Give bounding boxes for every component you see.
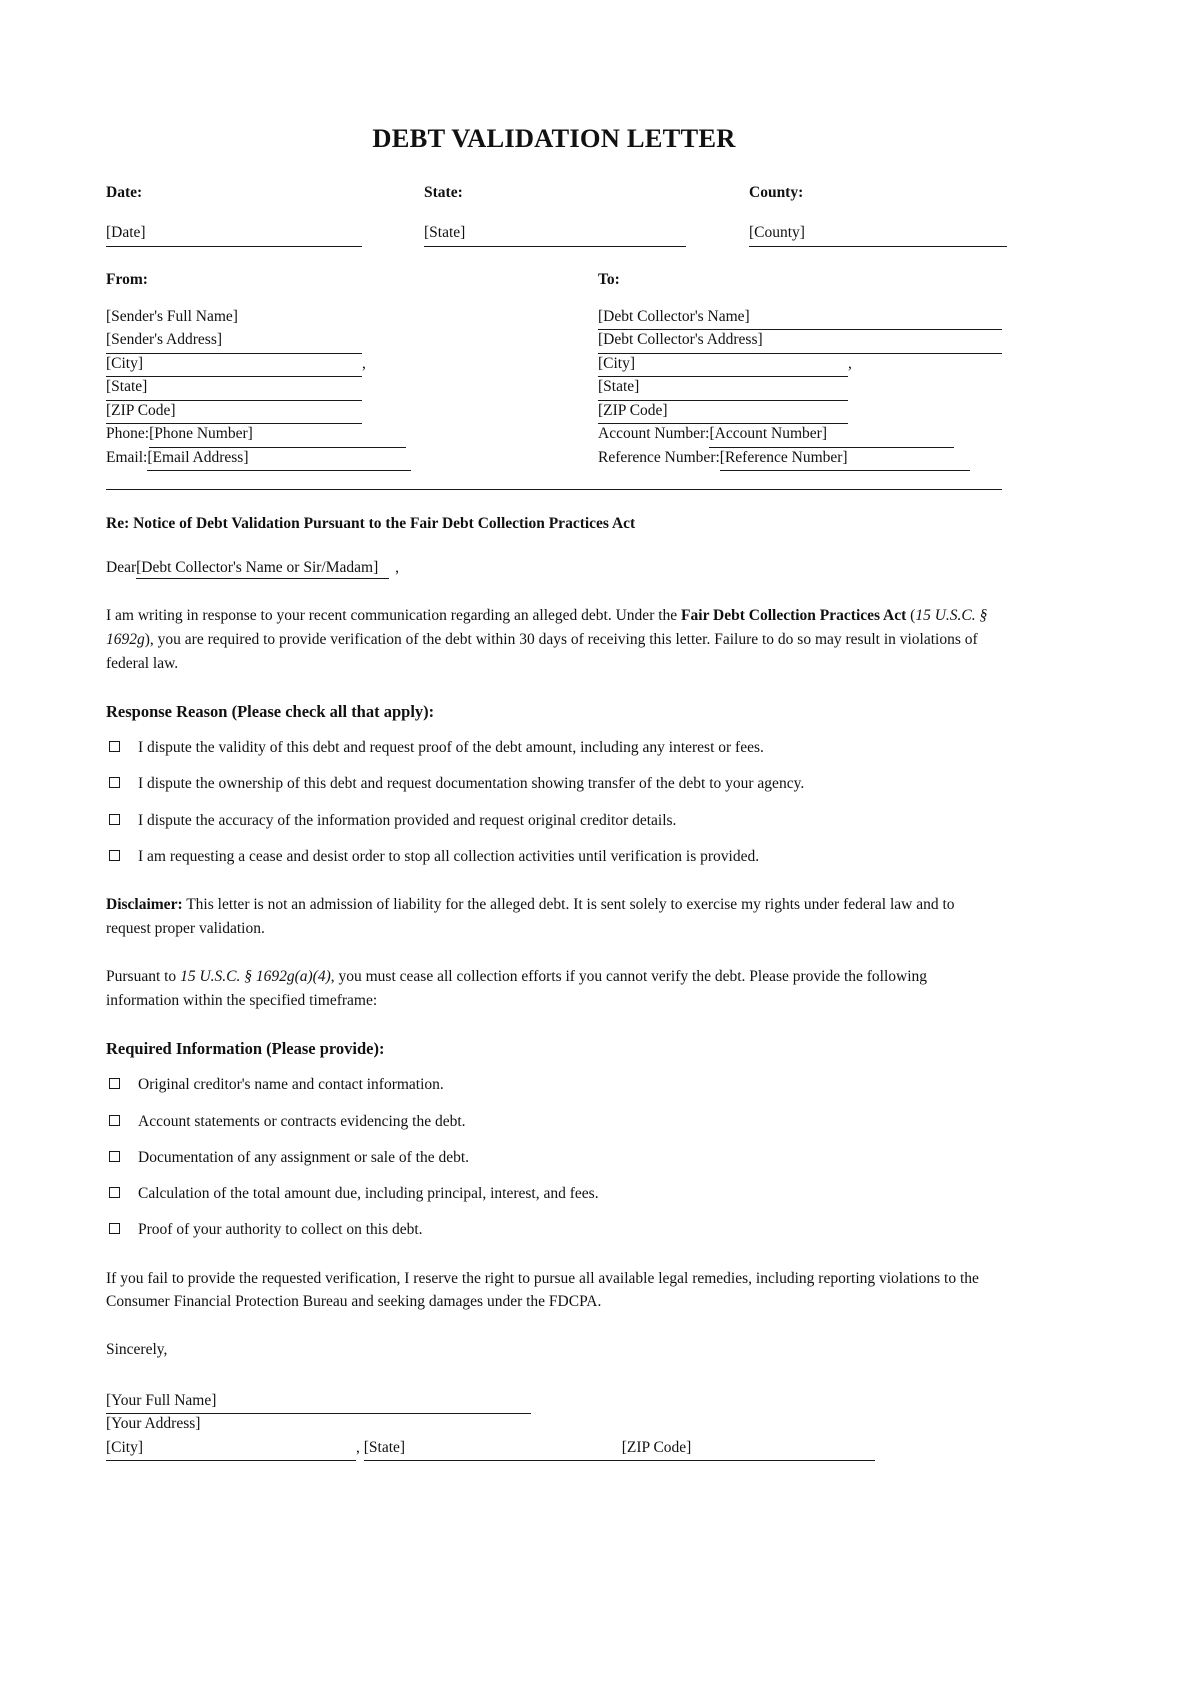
sender-name-row [106, 305, 598, 329]
state-input[interactable]: [State] [424, 223, 686, 247]
reference-number-input[interactable]: [Reference Number] [720, 446, 970, 471]
to-heading: To: [598, 270, 620, 288]
response-reason-heading: Response Reason (Please check all that apply): [106, 702, 435, 722]
account-number-input[interactable]: [Account Number] [709, 422, 954, 447]
disclaimer-paragraph [106, 893, 1002, 940]
pursuant-paragraph [106, 965, 1002, 1012]
sender-city-row [106, 352, 598, 376]
signature-address-row [106, 1412, 1002, 1436]
required-information-heading: Required Information (Please provide): [106, 1039, 385, 1059]
disclaimer-label: Disclaimer: [106, 896, 183, 914]
state-field-group [424, 183, 749, 247]
subject-line: Re: Notice of Debt Validation Pursuant to the Fair Debt Collection Practices Act [106, 515, 636, 533]
disclaimer-text: This letter is not an admission of liability for the alleged debt. It is sent solely to exercise my rights under federal law and to request proper validation. [106, 896, 955, 937]
county-field-group [749, 183, 1002, 247]
collector-address-input[interactable]: [Debt Collector's Address] [598, 328, 1002, 353]
pursuant-text-1: Pursuant to [106, 968, 181, 986]
list-item-label: I dispute the ownership of this debt and request documentation showing transfer of the debt to your agency. [138, 775, 805, 793]
salutation-prefix: Dear [106, 559, 137, 577]
checkbox-icon[interactable] [109, 850, 120, 861]
checkbox-icon[interactable] [109, 777, 120, 788]
sender-phone-label: Phone: [106, 425, 150, 443]
list-item-label: I dispute the validity of this debt and request proof of the debt amount, including any interest or fees. [138, 739, 764, 757]
sender-state-row [106, 375, 598, 399]
date-field-group [106, 183, 424, 247]
pursuant-citation-italic: 15 U.S.C. § 1692g(a)(4) [180, 968, 331, 986]
list-item-label: Account statements or contracts evidencing the debt. [138, 1112, 466, 1130]
reference-number-label: Reference Number: [598, 448, 720, 466]
document-content [106, 0, 1002, 1459]
date-label: Date: [106, 184, 143, 202]
intro-text-3: ), you are required to provide verification of the debt within 30 days of receiving this letter. Failure to do so may result in violations of federal law. [106, 631, 978, 672]
signature-city-input[interactable]: [City] [106, 1436, 356, 1461]
signature-city-comma: , [356, 1438, 364, 1456]
signature-city-state-zip-row [106, 1436, 1002, 1460]
page-title: DEBT VALIDATION LETTER [372, 123, 736, 153]
collector-zip-row [598, 399, 1002, 423]
pursuant-text-2: , you must cease all collection efforts if you cannot verify the debt. Please provide the following information within the specified timeframe: [106, 968, 928, 1009]
collector-zip-input[interactable]: [ZIP Code] [598, 399, 848, 424]
account-number-row [598, 422, 1002, 446]
checkbox-icon[interactable] [109, 1078, 120, 1089]
from-to-section [106, 271, 1002, 470]
list-item[interactable] [106, 1218, 1002, 1241]
intro-text-1: I am writing in response to your recent communication regarding an alleged debt. Under the [106, 607, 682, 625]
reference-number-row [598, 446, 1002, 470]
signature-zip-input[interactable]: [ZIP Code] [622, 1436, 875, 1461]
signature-name-input[interactable]: [Your Full Name] [106, 1389, 531, 1414]
sender-city-input[interactable]: [City] [106, 352, 362, 377]
county-input[interactable]: [County] [749, 223, 1007, 247]
list-item[interactable] [106, 1073, 1002, 1096]
collector-city-row [598, 352, 1002, 376]
required-information-list [106, 1073, 1002, 1241]
list-item[interactable] [106, 809, 1002, 832]
list-item-label: Calculation of the total amount due, including principal, interest, and fees. [138, 1185, 599, 1203]
sender-phone-row [106, 422, 598, 446]
list-item-label: I dispute the accuracy of the information provided and request original creditor details. [138, 811, 677, 829]
list-item[interactable] [106, 736, 1002, 759]
sender-email-input[interactable]: [Email Address] [147, 446, 411, 471]
list-item[interactable] [106, 1182, 1002, 1205]
collector-city-comma: , [848, 354, 852, 372]
signature-block [106, 1389, 1002, 1460]
header-meta-row [106, 183, 1002, 247]
list-item-label: Original creditor's name and contact information. [138, 1076, 444, 1094]
sender-zip-input[interactable]: [ZIP Code] [106, 399, 362, 424]
signature-state-input[interactable]: [State] [364, 1436, 622, 1461]
state-label: State: [424, 184, 463, 202]
to-block [598, 271, 1002, 470]
checkbox-icon[interactable] [109, 814, 120, 825]
list-item[interactable] [106, 1110, 1002, 1133]
signature-name-row [106, 1389, 1002, 1413]
signature-address-input[interactable]: [Your Address] [106, 1415, 201, 1433]
list-item-label: I am requesting a cease and desist order to stop all collection activities until verification is provided. [138, 847, 760, 865]
from-heading: From: [106, 270, 148, 288]
closing-paragraph: If you fail to provide the requested verification, I reserve the right to pursue all available legal remedies, including reporting violations to the Consumer Financial Protection Bureau and seeking damages under the FDCPA. [106, 1269, 979, 1311]
sender-city-comma: , [362, 354, 366, 372]
from-block [106, 271, 598, 470]
sender-email-label: Email: [106, 448, 148, 466]
list-item[interactable] [106, 772, 1002, 795]
collector-city-input[interactable]: [City] [598, 352, 848, 377]
checkbox-icon[interactable] [109, 1187, 120, 1198]
collector-state-row [598, 375, 1002, 399]
date-input[interactable]: [Date] [106, 223, 362, 247]
collector-name-row [598, 305, 1002, 329]
collector-address-row [598, 328, 1002, 352]
sincerely-text: Sincerely, [106, 1340, 168, 1358]
sender-state-input[interactable]: [State] [106, 375, 362, 400]
list-item[interactable] [106, 1146, 1002, 1169]
sender-address-input[interactable]: [Sender's Address] [106, 328, 362, 353]
list-item-label: Proof of your authority to collect on this debt. [138, 1221, 423, 1239]
sender-name-input[interactable]: [Sender's Full Name] [106, 307, 238, 325]
fdcpa-act-bold: Fair Debt Collection Practices Act [681, 607, 907, 625]
checkbox-icon[interactable] [109, 1223, 120, 1234]
sender-phone-input[interactable]: [Phone Number] [149, 422, 406, 447]
list-item[interactable] [106, 845, 1002, 868]
county-label: County: [749, 184, 804, 202]
salutation-comma: , [395, 559, 399, 577]
checkbox-icon[interactable] [109, 1151, 120, 1162]
sender-address-row [106, 328, 598, 352]
response-reason-list [106, 736, 1002, 868]
header-divider [106, 489, 1002, 490]
list-item-label: Documentation of any assignment or sale of the debt. [138, 1148, 470, 1166]
account-number-label: Account Number: [598, 425, 710, 443]
intro-text-2: ( [906, 607, 916, 625]
salutation-input[interactable]: [Debt Collector's Name or Sir/Madam] [136, 559, 389, 579]
collector-state-input[interactable]: [State] [598, 375, 848, 400]
collector-name-input[interactable]: [Debt Collector's Name] [598, 305, 1002, 330]
checkbox-icon[interactable] [109, 1115, 120, 1126]
checkbox-icon[interactable] [109, 741, 120, 752]
sender-email-row [106, 446, 598, 470]
salutation-row [106, 559, 1002, 579]
intro-paragraph [106, 604, 1002, 675]
usc-citation-italic: 15 U.S.C. § 1692g [106, 607, 988, 649]
sender-zip-row [106, 399, 598, 423]
